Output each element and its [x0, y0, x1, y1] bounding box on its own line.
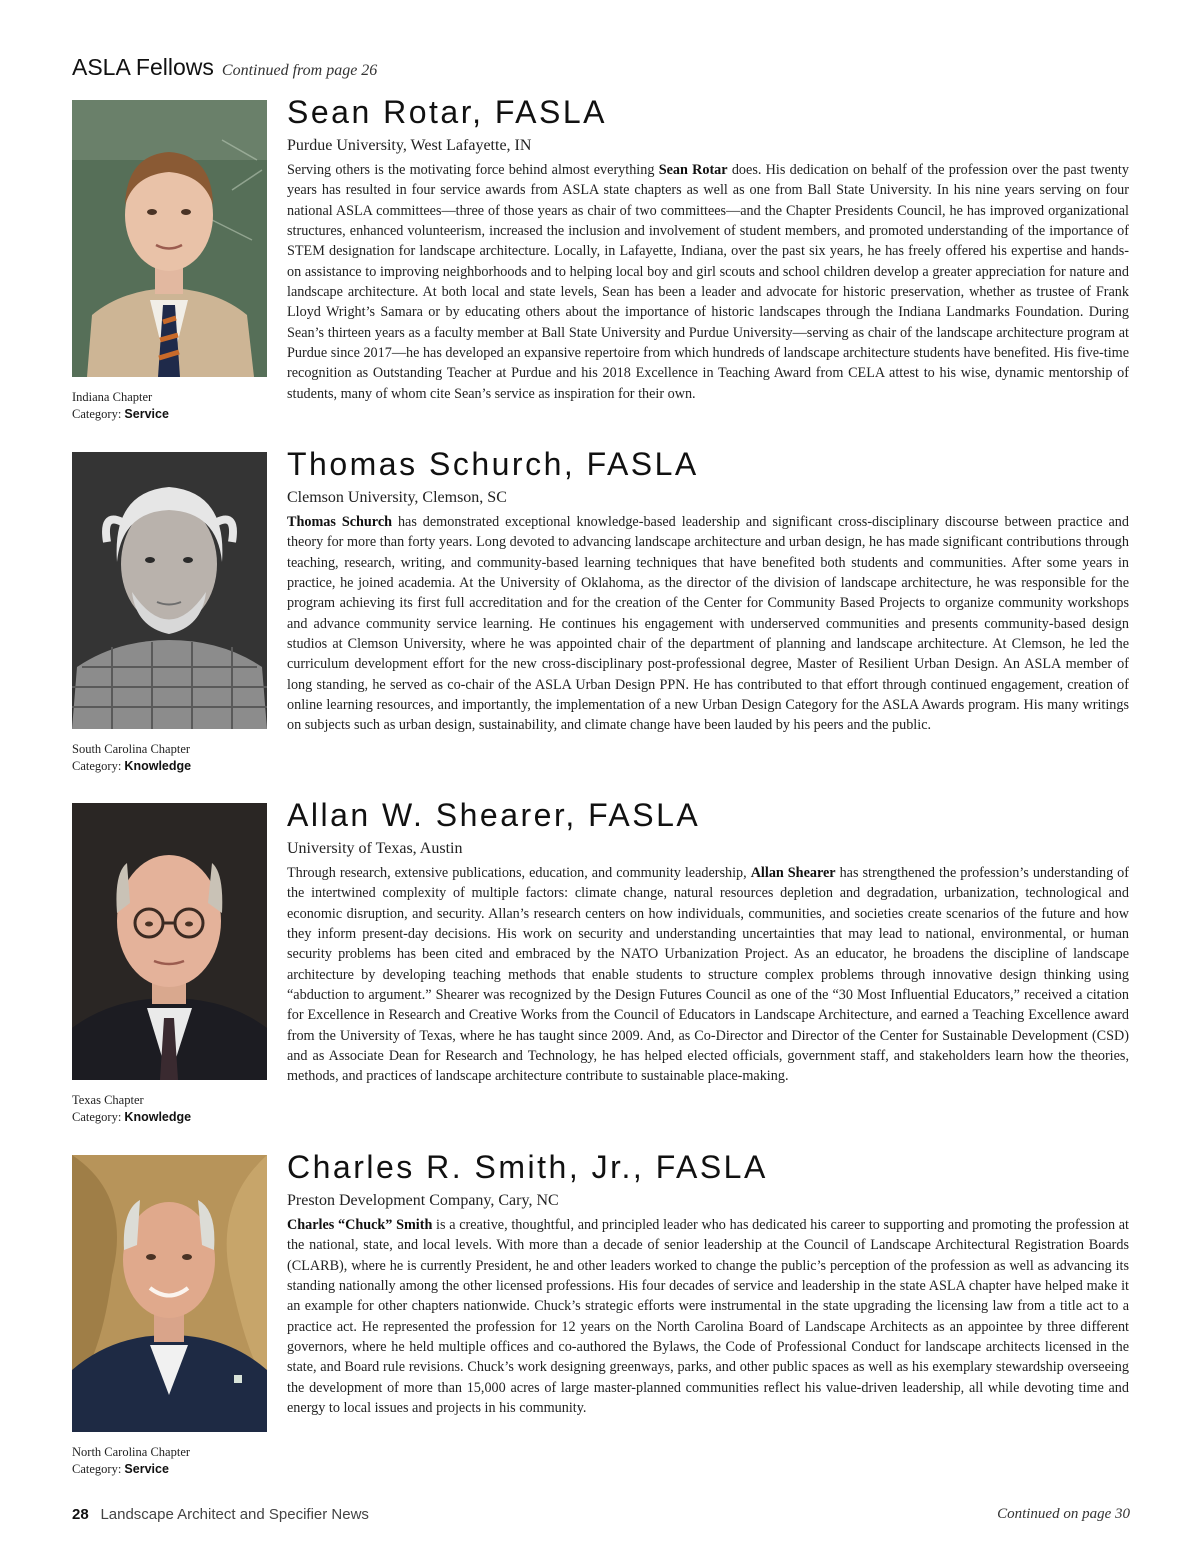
- publication-name: Landscape Architect and Specifier News: [100, 1506, 369, 1523]
- continued-on-note: Continued on page 30: [997, 1506, 1130, 1522]
- fellow-affiliation: University of Texas, Austin: [287, 840, 463, 857]
- bio-highlight-name: Sean Rotar: [658, 162, 728, 178]
- photo-caption: [72, 1092, 272, 1126]
- fellow-text: [287, 444, 1129, 736]
- bio-rest: has strengthened the profession’s understanding of the intertwined complexity of multiple factors: climate change, natural resources depletion and degradation, urbanization, technological and economic disruption, and security. Allan’s research centers on how individuals, communities, and societies create scenarios of the future and how they inform present-day decisions. His work on security and understanding uncertainties that may lead to national, environmental, or human security problems has been cited and embraced by the NATO Urbanization Project. As an educator, he broadens the discipline of landscape architecture by developing teaching methods that enable students to structure complex problems through innovative design thinking using “abduction to argument.” Shearer was recognized by the Design Futures Council as one of the “30 Most Influential Educators,” received a citation for Excellence in Research and Creative Works from the Council of Educators in Landscape Architecture, and earned a Teaching Excellence award from the University of Texas, where he has taught since 2009. And, as Co-Director and Director of the Center for Sustainable Development (CSD) and as Associate Dean for Research and Technology, he has helped elected officials, government staff, and stakeholders learn how the theories, methods, and practices of landscape architecture contribute to sustainable place-making.: [287, 865, 1130, 1085]
- fellow-affiliation: Preston Development Company, Cary, NC: [287, 1192, 559, 1209]
- fellow-name: Sean Rotar, FASLA: [287, 94, 607, 130]
- page-footer: [72, 1506, 1130, 1524]
- page-number: 28: [72, 1506, 89, 1523]
- fellow-affiliation: Purdue University, West Lafayette, IN: [287, 137, 532, 154]
- fellow-name: Thomas Schurch, FASLA: [287, 446, 699, 482]
- category-value: Knowledge: [124, 1110, 192, 1124]
- bio-lead: Through research, extensive publications, education, and community leadership,: [287, 865, 751, 881]
- portrait-photo: [72, 803, 267, 1080]
- category-value: Service: [124, 407, 169, 421]
- fellow-bio: [287, 863, 1129, 1087]
- section-title: ASLA Fellows: [72, 54, 214, 80]
- category-label: Category:: [72, 1110, 122, 1124]
- page-header: [72, 54, 377, 81]
- fellow-text: [287, 1147, 1129, 1418]
- category-label: Category:: [72, 759, 122, 773]
- continued-from-note: Continued from page 26: [221, 62, 378, 79]
- fellow-name: Charles R. Smith, Jr., FASLA: [287, 1149, 768, 1185]
- fellow-name: Allan W. Shearer, FASLA: [287, 797, 701, 833]
- fellow-bio: [287, 1215, 1129, 1418]
- bio-highlight-name: Charles “Chuck” Smith: [287, 1217, 433, 1233]
- category-label: Category:: [72, 407, 122, 421]
- bio-rest: is a creative, thoughtful, and principled leader who has dedicated his career to supporting and promoting the profession at the national, state, and local levels. With more than a decade of senior leadership at the Council of Landscape Architectural Registration Boards (CLARB), where he is currently President, he and other leaders worked to change the public’s perception of the profession as well as advancing its standing nationally among the other licensed professions. His four decades of service and leadership in the state ASLA chapter have helped make it an example for other chapters nationwide. Chuck’s strategic efforts were instrumental in the state upgrading the licensing law from a title act to a practice act. He represented the profession for 12 years on the North Carolina Board of Landscape Architects as an appointee by three different governors, where he held multiple offices and co-authored the Bylaws, the Code of Professional Conduct for landscape architects licensed in the state, and Board rule revisions. Chuck’s work designing greenways, parks, and other public spaces as well as his exemplary stewardship overseeing the development of more than 15,000 acres of large master-planned communities reflect his value-driven leadership, all while devoting time and energy to local issues and projects in his community.: [287, 1217, 1129, 1417]
- photo-caption: [72, 1444, 272, 1478]
- category-label: Category:: [72, 1462, 122, 1476]
- photo-caption: [72, 741, 272, 775]
- category-value: Knowledge: [124, 759, 192, 773]
- portrait-photo: [72, 1155, 267, 1432]
- fellow-text: [287, 92, 1129, 404]
- photo-caption: [72, 389, 272, 423]
- portrait-photo: [72, 452, 267, 729]
- bio-rest: does. His dedication on behalf of the profession over the past twenty years has resulted in four service awards from ASLA state chapters as well as one from Ball State University. In his nine years serving on four national ASLA committees—three of those years as chair of two committees—and the Chapter Presidents Council, he has improved organizational structures, enhanced volunteerism, increased the inclusion and involvement of student members, and promoted understanding of the importance of STEM designation for landscape architecture. Locally, in Lafayette, Indiana, over the past six years, he has freely offered his expertise and hands-on assistance to improving neighborhoods and to helping local boy and girl scouts and school children develop a greater appreciation for nature and landscape architecture. At both local and state levels, Sean has been a leader and advocate for historic preservation, whether as trustee of Frank Lloyd Wright’s Samara or by educating others about the importance of historic landscapes through the Indiana Landmarks Foundation. During Sean’s thirteen years as a faculty member at Ball State University and Purdue University—serving as chair of the landscape architecture program at Purdue since 2017—he has developed an expansive repertoire from which hundreds of landscape architecture students have benefited. His five-time recognition as Outstanding Teacher at Purdue and his 2018 Excellence in Teaching Award from CELA attest to his wise, dynamic mentorship of students, many of whom cite Sean’s service as inspiration for their own.: [287, 162, 1129, 402]
- chapter-name: Texas Chapter: [72, 1093, 144, 1107]
- category-value: Service: [124, 1462, 169, 1476]
- fellow-affiliation: Clemson University, Clemson, SC: [287, 489, 507, 506]
- bio-rest: has demonstrated exceptional knowledge-based leadership and significant cross-disciplinary discourse between practice and theory for more than forty years. Long devoted to advancing landscape architecture and urban design, he has made significant contributions through teaching, research, writing, and community-based learning techniques that have benefited both students and communities. After some years in practice, he joined academia. At the University of Oklahoma, as the director of the division of landscape architecture, he was responsible for the program achieving its first full accreditation and for the creation of the Center for Community Based Projects to organize community workshops and advance community service learning. He continues his engagement with underserved communities and presents community-based design studios at Clemson University, where he was appointed chair of the department of planning and landscape architecture. At Clemson, he led the curriculum development effort for the new cross-disciplinary post-professional degree, Master of Resilient Urban Design. An ASLA member of long standing, he served as co-chair of the ASLA Urban Design PPN. He has contributed to that effort through continued engagement, creation of online learning resources, and importantly, the implementation of a new Urban Design Category for the ASLA Awards program. His many writings on subjects such as urban design, sustainability, and climate change have been lauded by his peers and the public.: [287, 514, 1129, 734]
- bio-highlight-name: Thomas Schurch: [287, 514, 393, 530]
- chapter-name: North Carolina Chapter: [72, 1445, 191, 1459]
- bio-highlight-name: Allan Shearer: [750, 865, 836, 881]
- chapter-name: South Carolina Chapter: [72, 742, 191, 756]
- bio-lead: Serving others is the motivating force behind almost everything: [287, 162, 659, 178]
- fellow-bio: [287, 160, 1129, 404]
- fellow-text: [287, 795, 1129, 1087]
- chapter-name: Indiana Chapter: [72, 390, 153, 404]
- fellow-bio: [287, 512, 1129, 736]
- portrait-photo: [72, 100, 267, 377]
